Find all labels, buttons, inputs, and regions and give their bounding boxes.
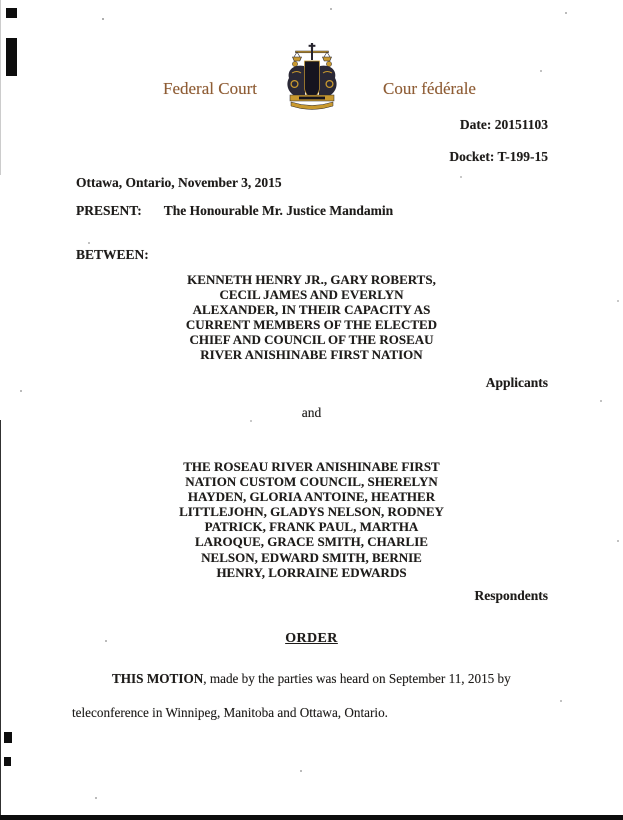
scan-artifact-right-edge [0, 0, 1, 175]
scan-artifact-mark [6, 38, 17, 76]
scan-artifact-mark [4, 732, 12, 743]
motion-paragraph-line1 [112, 671, 511, 687]
federal-court-coat-of-arms-icon [282, 43, 342, 113]
respondents-line: LAROQUE, GRACE SMITH, CHARLIE [195, 534, 428, 550]
respondents-line: PATRICK, FRANK PAUL, MARTHA [204, 519, 419, 535]
scan-artifact-bottom-bar [0, 815, 623, 820]
motion-line1-rest: , made by the parties was heard on September 11, 2015 by [203, 671, 511, 686]
docket-line [449, 149, 548, 165]
between-label: BETWEEN: [76, 247, 149, 262]
docket-value: T-199-15 [497, 149, 548, 164]
applicants-line: ALEXANDER, IN THEIR CAPACITY AS [192, 302, 431, 318]
date-label: Date: [459, 117, 492, 132]
docket-label: Docket: [449, 149, 495, 164]
scan-noise-speckles [102, 18, 104, 20]
respondents-line: NELSON, EDWARD SMITH, BERNIE [201, 549, 422, 565]
scan-artifact-left-edge-line [0, 420, 1, 815]
scan-artifact-mark [4, 757, 11, 766]
present-line [76, 203, 393, 219]
applicants-role-label: Applicants [485, 375, 548, 390]
respondents-line: HAYDEN, GLORIA ANTOINE, HEATHER [187, 489, 436, 505]
respondents-line: NATION CUSTOM COUNCIL, SHERELYN [185, 474, 438, 490]
applicants-line: CURRENT MEMBERS OF THE ELECTED [185, 317, 438, 333]
respondents-line: LITTLEJOHN, GLADYS NELSON, RODNEY [179, 504, 444, 520]
applicants-name-block [0, 272, 623, 363]
respondents-role-label: Respondents [474, 588, 548, 603]
respondents-line: HENRY, LORRAINE EDWARDS [216, 564, 407, 580]
this-motion-lead: THIS MOTION [112, 671, 204, 686]
motion-paragraph-line2: teleconference in Winnipeg, Manitoba and Ottawa, Ontario. [72, 705, 388, 720]
place-date-line: Ottawa, Ontario, November 3, 2015 [76, 175, 282, 190]
applicants-line: CECIL JAMES AND EVERLYN [219, 287, 404, 303]
order-heading: ORDER [285, 631, 338, 646]
scan-artifact-mark [6, 8, 17, 18]
present-judge: The Honourable Mr. Justice Mandamin [163, 203, 394, 218]
applicants-line: KENNETH HENRY JR., GARY ROBERTS, [187, 272, 436, 287]
present-label: PRESENT: [76, 203, 142, 218]
applicants-line: CHIEF AND COUNCIL OF THE ROSEAU [189, 332, 434, 348]
respondents-line: THE ROSEAU RIVER ANISHINABE FIRST [183, 459, 440, 474]
date-line [460, 117, 548, 133]
conjunction-and: and [301, 405, 322, 420]
federal-court-title-en: Federal Court [163, 79, 257, 98]
date-value: 20151103 [494, 117, 548, 132]
respondents-name-block [0, 459, 623, 580]
federal-court-title-fr: Cour fédérale [383, 79, 476, 98]
applicants-line: RIVER ANISHINABE FIRST NATION [200, 347, 423, 363]
